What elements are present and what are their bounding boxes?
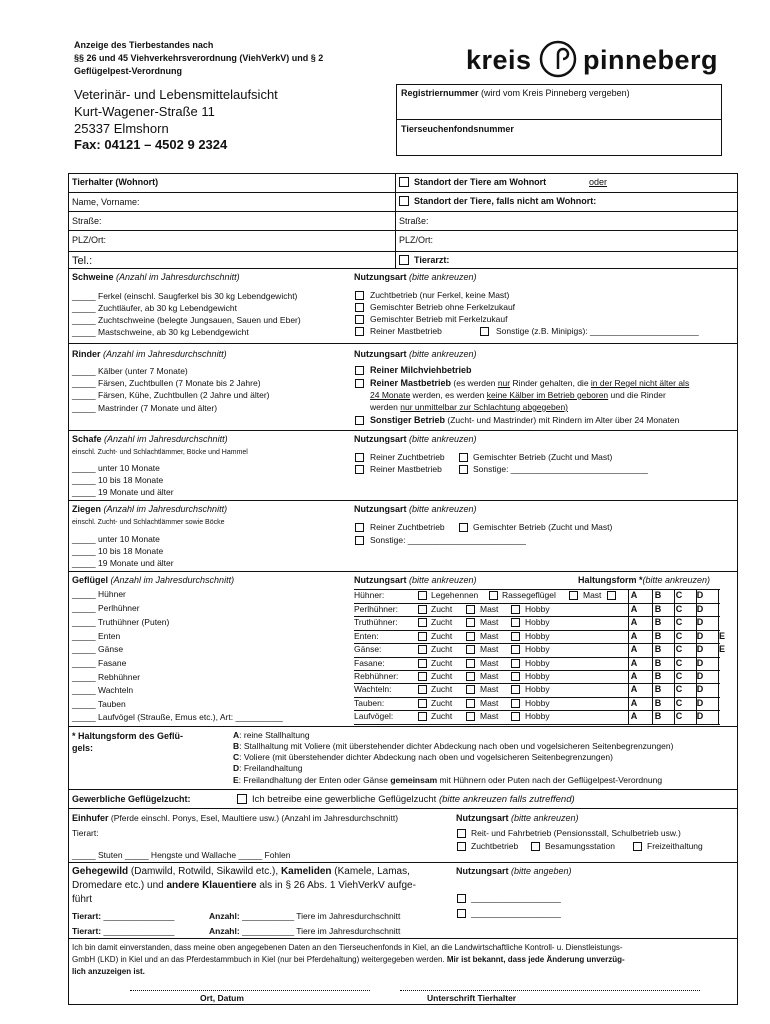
poultry-use-heading: Nutzungsart (bitte ankreuzen) xyxy=(354,575,477,585)
pigs-item: _____ Mastschweine, ab 30 kg Lebendgewicht xyxy=(72,327,249,337)
form-title-line1: Anzeige des Tierbestandes nach xyxy=(74,40,214,50)
game-use-blank: ___________________ xyxy=(471,908,561,918)
sheep-other-checkbox[interactable] xyxy=(459,465,468,474)
poultry-item: _____ Truthühner (Puten) xyxy=(72,617,170,627)
pigs-item: _____ Ferkel (einschl. Saugferkel bis 30 kg Lebendgewicht) xyxy=(72,291,298,301)
poultry-item: _____ Laufvögel (Strauße, Emus etc.), Art: __________ xyxy=(72,712,283,722)
poultry-item: _____ Enten xyxy=(72,631,121,641)
poultry-zucht-checkbox[interactable] xyxy=(418,632,427,641)
holder-zip-label: PLZ/Ort: xyxy=(72,235,107,245)
equids-riding-checkbox[interactable] xyxy=(457,829,466,838)
poultry-hobby-label: Hobby xyxy=(525,617,550,628)
cattle-item: _____ Färsen, Kühe, Zuchtbullen (2 Jahre und älter) xyxy=(72,390,270,400)
poultry-hobby-checkbox[interactable] xyxy=(511,659,520,668)
game-heading-line1: Gehegewild (Damwild, Rotwild, Sikawild etc.), Kameliden (Kamele, Lamas, xyxy=(72,866,410,877)
poultry-mast-checkbox[interactable] xyxy=(466,659,475,668)
equids-breed-checkbox[interactable] xyxy=(457,842,466,851)
poultry-mast-checkbox[interactable] xyxy=(466,605,475,614)
pigs-use-label: Reiner Mastbetrieb xyxy=(370,326,442,336)
equids-counts: _____ Stuten _____ Hengste und Wallache _____ Fohlen xyxy=(72,850,291,860)
poultry-hobby-label: Hobby xyxy=(525,697,550,708)
form-option-d[interactable]: D xyxy=(696,697,704,708)
chicken-laying-checkbox[interactable] xyxy=(418,591,427,600)
form-option-b[interactable]: B xyxy=(654,657,662,668)
poultry-hobby-label: Hobby xyxy=(525,604,550,614)
sheep-item: _____ 10 bis 18 Monate xyxy=(72,475,164,485)
holder-tel-label: Tel.: xyxy=(72,255,93,267)
poultry-mast-checkbox[interactable] xyxy=(466,699,475,708)
poultry-row-label: Tauben: xyxy=(354,697,385,708)
game-heading-line2: Dromedare etc.) und andere Klauentiere als in § 26 Abs. 1 ViehVerkV aufge- xyxy=(72,880,416,891)
form-option-d[interactable]: D xyxy=(696,644,704,655)
poultry-zucht-label: Zucht xyxy=(431,684,453,695)
poultry-zucht-checkbox[interactable] xyxy=(418,605,427,614)
goats-other-label: Sonstige: _________________________ xyxy=(370,535,526,545)
place-date-label: Ort, Datum xyxy=(200,993,244,1003)
game-row: Tierart: _______________ xyxy=(72,926,175,936)
holder-name-field[interactable] xyxy=(160,194,390,210)
signature-label: Unterschrift Tierhalter xyxy=(427,993,517,1003)
poultry-table-rule xyxy=(718,589,719,724)
poultry-mast-checkbox[interactable] xyxy=(466,672,475,681)
poultry-zucht-checkbox[interactable] xyxy=(418,699,427,708)
form-title-line2: §§ 26 und 45 Viehverkehrsverordnung (ViehVerkV) und § 2 xyxy=(74,53,324,63)
office-city: 25337 Elmshorn xyxy=(74,121,169,136)
poultry-mast-label: Mast xyxy=(480,657,499,668)
poultry-zucht-label: Zucht xyxy=(431,617,453,628)
poultry-zucht-checkbox[interactable] xyxy=(418,685,427,694)
chicken-breed-label: Rassegeflügel xyxy=(502,590,556,600)
sheep-item: _____ 19 Monate und älter xyxy=(72,487,174,497)
pigs-use-checkbox[interactable] xyxy=(355,327,364,336)
form-option-c[interactable]: C xyxy=(675,617,683,628)
goats-item: _____ 19 Monate und älter xyxy=(72,558,174,568)
sheep-mixed-label: Gemischter Betrieb (Zucht und Mast) xyxy=(473,452,613,462)
form-option-e[interactable]: E xyxy=(718,630,725,641)
chicken-breed-checkbox[interactable] xyxy=(489,591,498,600)
poultry-hobby-checkbox[interactable] xyxy=(511,685,520,694)
cattle-dairy-checkbox[interactable] xyxy=(355,366,364,375)
loc-other-checkbox[interactable] xyxy=(399,196,409,206)
poultry-zucht-checkbox[interactable] xyxy=(418,672,427,681)
poultry-mast-label: Mast xyxy=(480,604,499,614)
game-row-count: Anzahl: ___________ Tiere im Jahresdurchschnitt xyxy=(209,911,401,921)
sheep-fatten-label: Reiner Mastbetrieb xyxy=(370,464,442,474)
poultry-row-label: Perlhühner: xyxy=(354,604,398,614)
poultry-row-label: Fasane: xyxy=(354,657,385,668)
poultry-mast-checkbox[interactable] xyxy=(466,618,475,627)
cattle-dairy-label: Reiner Milchviehbetrieb xyxy=(370,365,472,375)
form-option-c[interactable]: C xyxy=(675,630,683,641)
poultry-zucht-label: Zucht xyxy=(431,697,453,708)
form-option-d[interactable]: D xyxy=(696,630,704,641)
poultry-item: _____ Gänse xyxy=(72,644,124,654)
sheep-use-heading: Nutzungsart (bitte ankreuzen) xyxy=(354,434,477,444)
goats-heading: Ziegen (Anzahl im Jahresdurchschnitt) xyxy=(72,504,228,514)
pigs-use-label: Gemischter Betrieb ohne Ferkelzukauf xyxy=(370,302,516,312)
poultry-mast-label: Mast xyxy=(480,697,499,708)
poultry-mast-label: Mast xyxy=(480,630,499,641)
commercial-label: Gewerbliche Geflügelzucht: xyxy=(72,794,191,804)
equids-station-checkbox[interactable] xyxy=(531,842,540,851)
poultry-hobby-checkbox[interactable] xyxy=(511,632,520,641)
pigs-use-label: Gemischter Betrieb mit Ferkelzukauf xyxy=(370,314,508,324)
poultry-zucht-checkbox[interactable] xyxy=(418,618,427,627)
pigs-use-label: Zuchtbetrieb (nur Ferkel, keine Mast) xyxy=(370,290,510,300)
tsf-number-field[interactable] xyxy=(400,136,718,152)
pigs-item: _____ Zuchtläufer, ab 30 kg Lebendgewicht xyxy=(72,303,237,313)
form-option-c[interactable]: C xyxy=(675,711,683,722)
form-option-b[interactable]: B xyxy=(654,671,662,681)
form-option-b[interactable]: B xyxy=(654,604,662,614)
poultry-row-label: Truthühner: xyxy=(354,617,398,628)
form-option-c[interactable]: C xyxy=(675,684,683,695)
poultry-hobby-label: Hobby xyxy=(525,671,550,681)
holder-street-field[interactable] xyxy=(110,213,390,229)
poultry-mast-checkbox[interactable] xyxy=(466,685,475,694)
cattle-fattening-line3: werden nur unmittelbar zur Schlachtung abgegeben) xyxy=(370,402,568,412)
loc-street-label: Straße: xyxy=(399,216,429,226)
poultry-hobby-checkbox[interactable] xyxy=(511,699,520,708)
sheep-mixed-checkbox[interactable] xyxy=(459,453,468,462)
poultry-item: _____ Perlhühner xyxy=(72,603,140,613)
cattle-use-heading: Nutzungsart (bitte ankreuzen) xyxy=(354,349,477,359)
holder-zip-field[interactable] xyxy=(115,232,390,249)
consent-line1: Ich bin damit einverstanden, dass meine oben angegebenen Daten an den Tierseuchenfonds in Kiel, an die Landwirtschaftliche Kontroll- u. Dienstleistungs- xyxy=(72,943,623,952)
legend-item-e: E: Freilandhaltung der Enten oder Gänse gemeinsam mit Hühnern oder Puten nach der Geflügelpest-Verordnung xyxy=(233,775,663,785)
goats-breed-checkbox[interactable] xyxy=(355,523,364,532)
cattle-heading: Rinder (Anzahl im Jahresdurchschnitt) xyxy=(72,349,227,359)
goats-mixed-checkbox[interactable] xyxy=(459,523,468,532)
poultry-row-label: Hühner: xyxy=(354,590,385,600)
loc-home-checkbox[interactable] xyxy=(399,177,409,187)
legend-item-a: A: reine Stallhaltung xyxy=(233,730,310,740)
poultry-row-label: Wachteln: xyxy=(354,684,392,695)
equids-breed-label: Zuchtbetrieb xyxy=(471,841,519,851)
poultry-mast-checkbox[interactable] xyxy=(466,712,475,721)
poultry-zucht-label: Zucht xyxy=(431,604,453,614)
form-option-b[interactable]: B xyxy=(654,697,662,708)
game-row-count: Anzahl: ___________ Tiere im Jahresdurchschnitt xyxy=(209,926,401,936)
poultry-mast-label: Mast xyxy=(480,684,499,695)
goats-use-heading: Nutzungsart (bitte ankreuzen) xyxy=(354,504,477,514)
form-option-a[interactable]: A xyxy=(630,711,638,722)
cattle-fattening-line2: 24 Monate werden, es werden keine Kälber im Betrieb geboren und die Rinder xyxy=(370,390,666,400)
form-option-d[interactable]: D xyxy=(696,684,704,695)
equids-station-label: Besamungsstation xyxy=(545,841,615,851)
form-option-c[interactable]: C xyxy=(675,590,683,600)
poultry-zucht-checkbox[interactable] xyxy=(418,645,427,654)
poultry-zucht-label: Zucht xyxy=(431,657,453,668)
poultry-row-label: Enten: xyxy=(354,630,379,641)
game-heading-line3: führt xyxy=(72,894,93,905)
game-use-heading: Nutzungsart (bitte angeben) xyxy=(456,866,572,876)
cattle-fattening-checkbox[interactable] xyxy=(355,379,364,388)
pigs-use-heading: Nutzungsart (bitte ankreuzen) xyxy=(354,272,477,282)
form-title-line3: Geflügelpest-Verordnung xyxy=(74,66,183,76)
logo-circle-icon xyxy=(537,38,579,80)
poultry-mast-label: Mast xyxy=(480,617,499,628)
legend-item-d: D: Freilandhaltung xyxy=(233,763,303,773)
poultry-row-label: Gänse: xyxy=(354,644,382,655)
form-option-d[interactable]: D xyxy=(696,590,704,600)
office-street: Kurt-Wagener-Straße 11 xyxy=(74,104,215,119)
loc-zip-field[interactable] xyxy=(440,232,733,249)
poultry-mast-checkbox[interactable] xyxy=(466,645,475,654)
form-option-a[interactable]: A xyxy=(630,604,638,614)
equids-riding-label: Reit- und Fahrbetrieb (Pensionsstall, Schulbetrieb usw.) xyxy=(471,828,681,838)
registry-number-label: Registriernummer (wird vom Kreis Pinneberg vergeben) xyxy=(401,88,630,98)
form-option-e[interactable]: E xyxy=(718,644,725,655)
office-name: Veterinär- und Lebensmittelaufsicht xyxy=(74,87,278,102)
chicken-laying-label: Legehennen xyxy=(431,590,479,600)
poultry-hobby-checkbox[interactable] xyxy=(511,618,520,627)
chicken-mast-label: Mast xyxy=(583,590,602,600)
form-option-c[interactable]: C xyxy=(675,657,683,668)
form-option-b[interactable]: B xyxy=(654,711,662,722)
logo-text-left: kreis xyxy=(466,45,532,75)
form-option-a[interactable]: A xyxy=(630,684,638,695)
poultry-item: _____ Hühner xyxy=(72,589,126,599)
game-use-blank: ___________________ xyxy=(471,893,561,903)
form-option-d[interactable]: D xyxy=(696,711,704,722)
poultry-item: _____ Tauben xyxy=(72,699,126,709)
form-option-c[interactable]: C xyxy=(675,644,683,655)
form-option-a[interactable]: A xyxy=(630,697,638,708)
goats-other-checkbox[interactable] xyxy=(355,536,364,545)
goats-subheading: einschl. Zucht- und Schlachtlämmer sowie Böcke xyxy=(72,519,225,526)
poultry-zucht-label: Zucht xyxy=(431,630,453,641)
poultry-item: _____ Fasane xyxy=(72,658,127,668)
poultry-table-rule xyxy=(354,724,720,725)
form-option-c[interactable]: C xyxy=(675,604,683,614)
form-option-d[interactable]: D xyxy=(696,671,704,681)
poultry-hobby-checkbox[interactable] xyxy=(511,672,520,681)
poultry-mast-label: Mast xyxy=(480,711,499,722)
poultry-mast-label: Mast xyxy=(480,671,499,681)
signature-field[interactable] xyxy=(400,975,700,989)
poultry-hobby-checkbox[interactable] xyxy=(511,645,520,654)
pigs-use-checkbox[interactable] xyxy=(355,315,364,324)
cattle-fattening-label: Reiner Mastbetrieb (es werden nur Rinder gehalten, die in der Regel nicht älter als xyxy=(370,378,690,388)
cattle-item: _____ Kälber (unter 7 Monate) xyxy=(72,366,188,376)
vet-checkbox[interactable] xyxy=(399,255,409,265)
poultry-form-heading: Haltungsform *(bitte ankreuzen) xyxy=(578,575,711,585)
poultry-hobby-label: Hobby xyxy=(525,657,550,668)
vet-label: Tierarzt: xyxy=(414,255,450,265)
poultry-hobby-checkbox[interactable] xyxy=(511,712,520,721)
legend-heading-2: gels: xyxy=(72,743,94,753)
pigs-use-checkbox[interactable] xyxy=(355,291,364,300)
form-option-a[interactable]: A xyxy=(630,617,638,628)
poultry-zucht-label: Zucht xyxy=(431,671,453,681)
cattle-other-label: Sonstiger Betrieb (Zucht- und Mastrinder) mit Rindern im Alter über 24 Monaten xyxy=(370,415,680,425)
holder-heading: Tierhalter (Wohnort) xyxy=(72,177,159,187)
pigs-heading: Schweine (Anzahl im Jahresdurchschnitt) xyxy=(72,272,240,282)
game-use-checkbox[interactable] xyxy=(457,894,466,903)
sheep-item: _____ unter 10 Monate xyxy=(72,463,160,473)
form-option-b[interactable]: B xyxy=(654,590,662,600)
cattle-item: _____ Mastrinder (7 Monate und älter) xyxy=(72,403,218,413)
equids-use-heading: Nutzungsart (bitte ankreuzen) xyxy=(456,813,579,823)
holder-street-label: Straße: xyxy=(72,216,102,226)
form-option-b[interactable]: B xyxy=(654,630,662,641)
chicken-mast-checkbox[interactable] xyxy=(569,591,578,600)
goats-breed-label: Reiner Zuchtbetrieb xyxy=(370,522,445,532)
poultry-mast-checkbox[interactable] xyxy=(466,632,475,641)
loc-zip-label: PLZ/Ort: xyxy=(399,235,434,245)
form-option-d[interactable]: D xyxy=(696,617,704,628)
tsf-number-label: Tierseuchenfondsnummer xyxy=(401,124,514,134)
goats-item: _____ 10 bis 18 Monate xyxy=(72,546,164,556)
form-option-a[interactable]: A xyxy=(630,671,638,681)
form-option-c[interactable]: C xyxy=(675,671,683,681)
loc-street-field[interactable] xyxy=(437,213,733,229)
registry-number-field[interactable] xyxy=(400,100,718,116)
goats-mixed-label: Gemischter Betrieb (Zucht und Mast) xyxy=(473,522,613,532)
commercial-checkbox[interactable] xyxy=(237,794,247,804)
holder-name-label: Name, Vorname: xyxy=(72,197,140,207)
office-fax: Fax: 04121 – 4502 9 2324 xyxy=(74,137,228,152)
poultry-mast-label: Mast xyxy=(480,644,499,655)
place-date-field[interactable] xyxy=(130,975,370,989)
loc-home-label: Standort der Tiere am Wohnort xyxy=(414,177,547,187)
form-option-a[interactable]: A xyxy=(630,590,638,600)
form-option-c[interactable]: C xyxy=(675,697,683,708)
poultry-row-label: Rebhühner: xyxy=(354,671,399,681)
poultry-hobby-label: Hobby xyxy=(525,644,550,655)
pigs-other-checkbox[interactable] xyxy=(480,327,489,336)
poultry-zucht-checkbox[interactable] xyxy=(418,712,427,721)
legend-heading: * Haltungsform des Geflü- xyxy=(72,731,184,741)
game-row: Tierart: _______________ xyxy=(72,911,175,921)
consent-line3: lich anzuzeigen ist. xyxy=(72,967,145,976)
poultry-row-label: Laufvögel: xyxy=(354,711,394,722)
logo-text-right: pinneberg xyxy=(583,45,719,75)
poultry-item: _____ Wachteln xyxy=(72,685,134,695)
commercial-text: Ich betreibe eine gewerbliche Geflügelzucht (bitte ankreuzen falls zutreffend) xyxy=(252,794,575,805)
loc-or-label: oder xyxy=(589,177,608,187)
equids-leisure-label: Freizeithaltung xyxy=(647,841,703,851)
poultry-zucht-checkbox[interactable] xyxy=(418,659,427,668)
form-option-a[interactable]: A xyxy=(630,630,638,641)
cattle-item: _____ Färsen, Zuchtbullen (7 Monate bis 2 Jahre) xyxy=(72,378,261,388)
sheep-subheading: einschl. Zucht- und Schlachtlämmer, Böcke und Hammel xyxy=(72,449,248,456)
poultry-zucht-label: Zucht xyxy=(431,644,453,655)
equids-tierart-label: Tierart: xyxy=(72,828,99,838)
holder-tel-field[interactable] xyxy=(100,253,390,267)
sheep-other-label: Sonstige: _____________________________ xyxy=(473,464,648,474)
pigs-other-label: Sonstige (z.B. Minipigs): _______________________ xyxy=(496,326,699,336)
sheep-heading: Schafe (Anzahl im Jahresdurchschnitt) xyxy=(72,434,228,444)
equids-tierart-field[interactable] xyxy=(108,826,438,840)
form-option-d[interactable]: D xyxy=(696,604,704,614)
legend-item-c: C: Voliere (mit überstehender dichter Abdeckung nach oben und vogelsicheren Seitenbegrenzungen) xyxy=(233,752,613,762)
game-use-checkbox[interactable] xyxy=(457,909,466,918)
poultry-zucht-label: Zucht xyxy=(431,711,453,722)
cattle-other-checkbox[interactable] xyxy=(355,416,364,425)
equids-leisure-checkbox[interactable] xyxy=(633,842,642,851)
loc-other-label: Standort der Tiere, falls nicht am Wohnort: xyxy=(414,196,597,206)
poultry-hobby-label: Hobby xyxy=(525,711,550,722)
sheep-breed-checkbox[interactable] xyxy=(355,453,364,462)
form-option-a[interactable]: A xyxy=(630,644,638,655)
poultry-hobby-label: Hobby xyxy=(525,684,550,695)
goats-item: _____ unter 10 Monate xyxy=(72,534,160,544)
form-option-b[interactable]: B xyxy=(654,617,662,628)
equids-heading: Einhufer (Pferde einschl. Ponys, Esel, Maultiere usw.) (Anzahl im Jahresdurchschnitt) xyxy=(72,813,399,823)
poultry-hobby-label: Hobby xyxy=(525,630,550,641)
consent-line2: GmbH (LKD) in Kiel und an das Pferdestammbuch in Kiel (nur bei Pferdehaltung) weitergegeben werden. Mir ist bekannt, dass jede Änderung unverzüg- xyxy=(72,955,625,964)
form-option-d[interactable]: D xyxy=(696,657,704,668)
form-option-a[interactable]: A xyxy=(630,657,638,668)
form-option-b[interactable]: B xyxy=(654,644,662,655)
pigs-use-checkbox[interactable] xyxy=(355,303,364,312)
legend-item-b: B: Stallhaltung mit Voliere (mit überstehender dichter Abdeckung nach oben und vogelsicheren Seitenbegrenzungen) xyxy=(233,741,674,751)
poultry-heading: Geflügel (Anzahl im Jahresdurchschnitt) xyxy=(72,575,235,585)
poultry-item: _____ Rebhühner xyxy=(72,672,141,682)
form-option-b[interactable]: B xyxy=(654,684,662,695)
sheep-breed-label: Reiner Zuchtbetrieb xyxy=(370,452,445,462)
poultry-hobby-checkbox[interactable] xyxy=(511,605,520,614)
pigs-item: _____ Zuchtschweine (belegte Jungsauen, Sauen und Eber) xyxy=(72,315,301,325)
chicken-extra-checkbox[interactable] xyxy=(607,591,616,600)
sheep-fatten-checkbox[interactable] xyxy=(355,465,364,474)
